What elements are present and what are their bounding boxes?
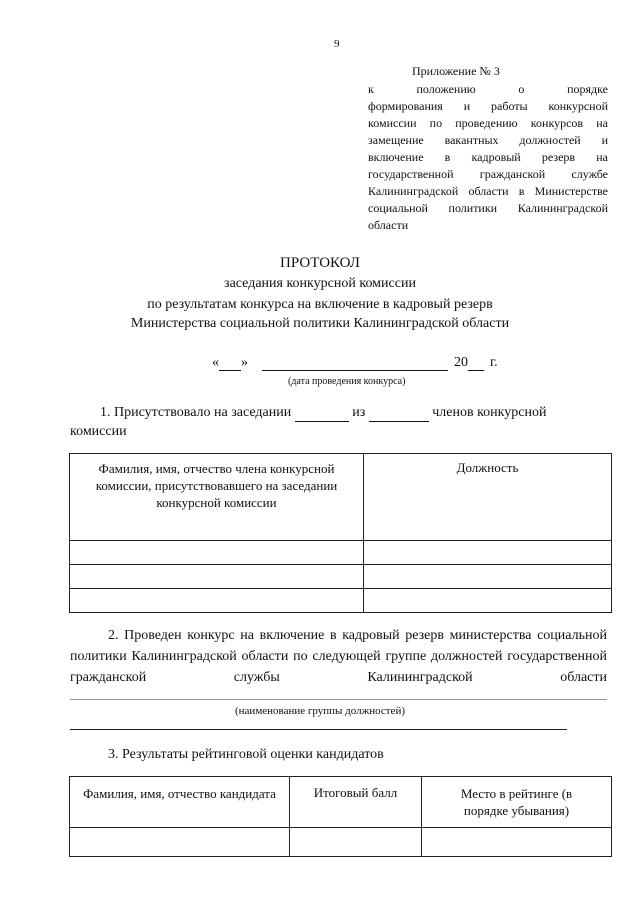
date-line: [212, 355, 498, 371]
year-blank[interactable]: [468, 356, 484, 371]
protocol-subtitle-1: заседания конкурсной комиссии: [224, 276, 416, 291]
appendix-line: области: [368, 218, 409, 232]
appendix-line: социальной политики Калининградской: [368, 201, 608, 215]
group-name-caption: (наименование группы должностей): [235, 705, 405, 717]
group-name-line-2[interactable]: [70, 729, 567, 730]
section-3: 3. Результаты рейтинговой оценки кандидатов: [108, 747, 384, 762]
table-cell[interactable]: [70, 589, 364, 613]
header-candidate-name: Фамилия, имя, отчество кандидата: [70, 777, 290, 828]
appendix-line: замещение вакантных должностей и: [368, 133, 608, 147]
section-1: [70, 403, 580, 441]
table-header-row: [70, 777, 612, 828]
commission-members-table: [69, 453, 612, 613]
section-1-mid: из: [352, 405, 366, 420]
table-cell[interactable]: [364, 565, 612, 589]
section-2: [70, 625, 607, 688]
page-number: 9: [334, 38, 340, 50]
section-1-end: членов конкурсной комиссии: [70, 405, 547, 439]
day-blank[interactable]: [219, 356, 241, 371]
header-total-score: Итоговый балл: [290, 777, 422, 828]
appendix-line: комиссии по проведению конкурсов на: [368, 116, 608, 130]
section-1-start: 1. Присутствовало на заседании: [100, 405, 292, 420]
table-cell[interactable]: [364, 541, 612, 565]
header-position: Должность: [364, 454, 612, 541]
header-rating-place: Место в рейтинге (в порядке убывания): [422, 777, 612, 828]
appendix-line: к положению о порядке: [368, 82, 608, 96]
section-2-text: 2. Проведен конкурс на включение в кадровый резерв министерства социальной политики Калининградской области по следующей группе должностей государственной гражданской службы Калининградской области: [70, 628, 607, 685]
protocol-title: ПРОТОКОЛ: [280, 255, 360, 271]
table-cell[interactable]: [70, 541, 364, 565]
year-prefix: 20: [454, 355, 468, 370]
present-count-blank[interactable]: [295, 407, 349, 422]
protocol-subtitle-2: по результатам конкурса на включение в кадровый резерв: [147, 297, 493, 312]
table-row: [70, 828, 612, 857]
protocol-subtitle-3: Министерства социальной политики Калининградской области: [130, 316, 510, 331]
date-caption: (дата проведения конкурса): [288, 376, 406, 387]
table-cell[interactable]: [70, 828, 290, 857]
appendix-line: Калининградской области в Министерстве: [368, 184, 608, 198]
year-suffix: г.: [490, 355, 498, 370]
month-blank[interactable]: [262, 356, 448, 371]
table-header-row: [70, 454, 612, 541]
table-cell[interactable]: [364, 589, 612, 613]
table-row: [70, 565, 612, 589]
table-row: [70, 541, 612, 565]
table-cell[interactable]: [70, 565, 364, 589]
rating-table: [69, 776, 612, 857]
appendix-line: государственной гражданской службе: [368, 167, 608, 181]
close-quote: »: [241, 355, 248, 370]
header-member-name: Фамилия, имя, отчество члена конкурсной комиссии, присутствовавшего на заседании конкурсной комиссии: [70, 454, 364, 541]
table-cell[interactable]: [422, 828, 612, 857]
total-count-blank[interactable]: [369, 407, 429, 422]
appendix-text: [368, 81, 608, 234]
table-cell[interactable]: [290, 828, 422, 857]
appendix-title: Приложение № 3: [412, 64, 500, 78]
table-row: [70, 589, 612, 613]
open-quote: «: [212, 355, 219, 370]
appendix-line: включение в кадровый резерв на: [368, 150, 608, 164]
appendix-line: формирования и работы конкурсной: [368, 99, 608, 113]
group-name-line-1[interactable]: [70, 699, 607, 700]
